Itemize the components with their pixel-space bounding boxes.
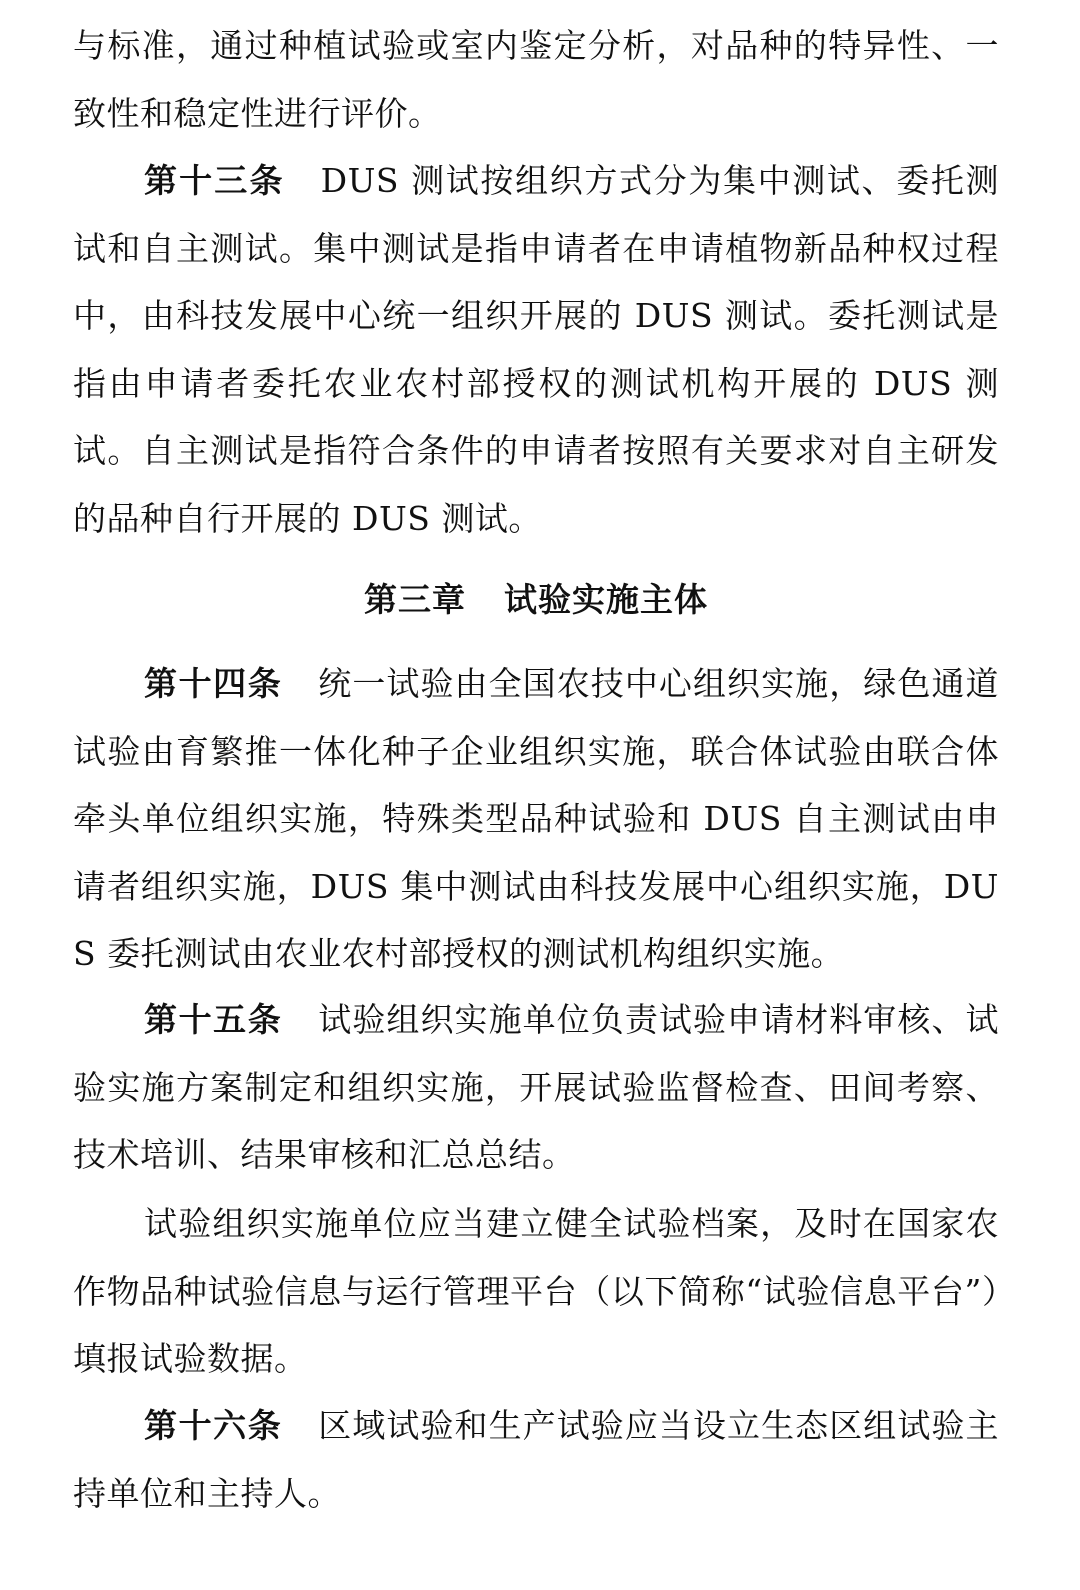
- article-13: [73, 147, 999, 552]
- article-text: 区域试验和生产试验应当设立生态区组试验主持单位和主持人。: [73, 1406, 1000, 1513]
- article-number: 第十五条: [144, 1000, 283, 1039]
- paragraph-continuation: 与标准，通过种植试验或室内鉴定分析，对品种的特异性、一致性和稳定性进行评价。: [73, 26, 999, 133]
- article-16: [73, 1392, 999, 1527]
- article-15-paragraph-2: [73, 1190, 999, 1393]
- article-text: 试验组织实施单位负责试验申请材料审核、试验实施方案制定和组织实施，开展试验监督检查、田间考察、技术培训、结果审核和汇总总结。: [73, 1000, 1000, 1174]
- article-text: DUS 测试按组织方式分为集中测试、委托测试和自主测试。集中测试是指申请者在申请植物新品种权过程中，由科技发展中心统一组织开展的 DUS 测试。委托测试是指由申请者委托农业农村部授权的测试机构开展的 DUS 测试。自主测试是指符合条件的申请者按照有关要求对自主研发的品种自行开展的 DUS 测试。: [73, 161, 1000, 538]
- chapter-title: 试验实施主体: [504, 580, 708, 619]
- article-14: [73, 650, 999, 988]
- article-number: 第十三条: [144, 161, 285, 200]
- article-number: 第十四条: [144, 664, 283, 703]
- chapter-heading: [73, 566, 999, 634]
- article-number: 第十六条: [144, 1406, 283, 1445]
- paragraph-text: 试验组织实施单位应当建立健全试验档案，及时在国家农作物品种试验信息与运行管理平台（以下简称“试验信息平台”）填报试验数据。: [73, 1204, 999, 1378]
- article-15: [73, 986, 999, 1189]
- article-text: 统一试验由全国农技中心组织实施，绿色通道试验由育繁推一体化种子企业组织实施，联合体试验由联合体牵头单位组织实施，特殊类型品种试验和 DUS 自主测试由申请者组织实施，DUS 集中测试由科技发展中心组织实施，DUS 委托测试由农业农村部授权的测试机构组织实施。: [73, 664, 1000, 973]
- chapter-number: 第三章: [364, 580, 466, 619]
